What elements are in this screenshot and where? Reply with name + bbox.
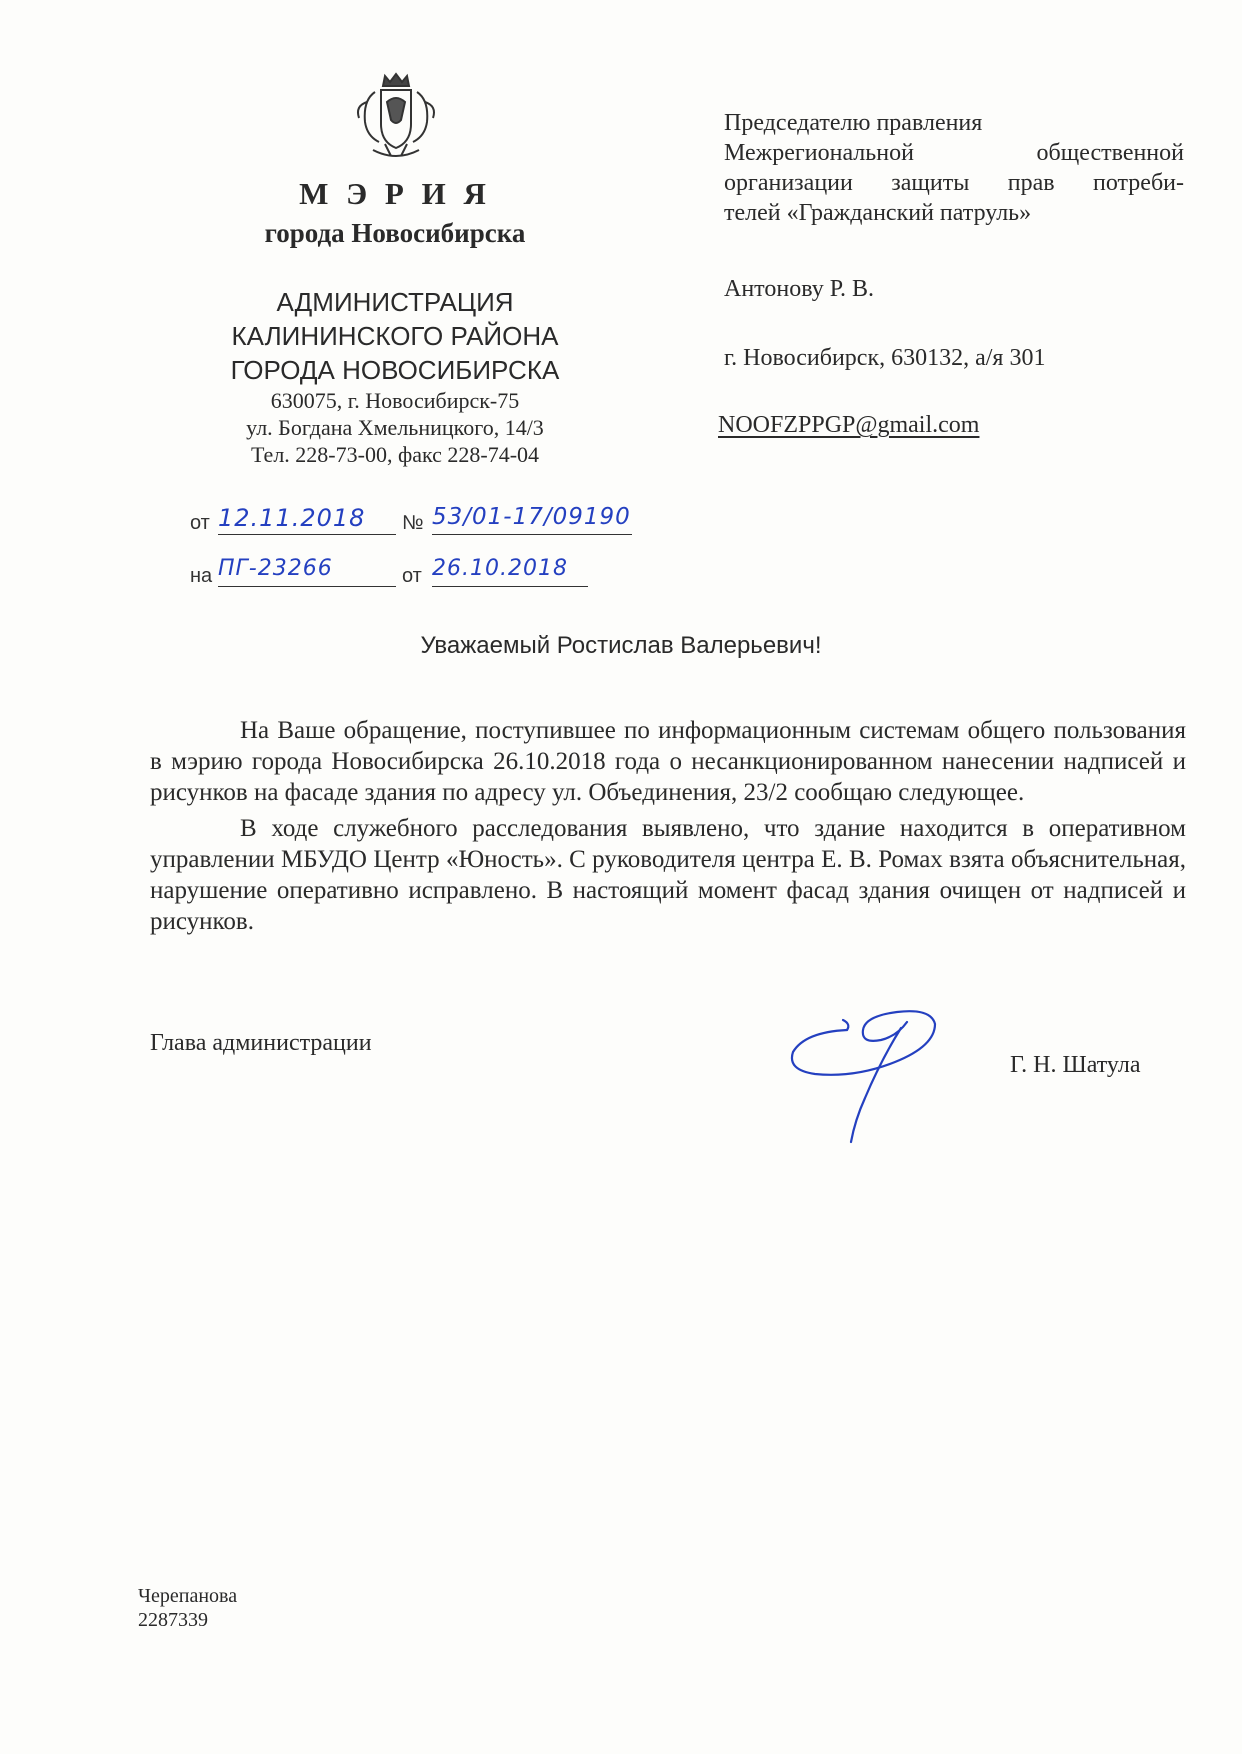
admin-line: КАЛИНИНСКОГО РАЙОНА <box>231 321 559 351</box>
recipient-address: г. Новосибирск, 630132, а/я 301 <box>724 345 1046 371</box>
reply-date-label: от <box>402 565 422 587</box>
number-label: № <box>402 512 424 534</box>
mayor-office-title: М Э Р И Я <box>299 176 491 211</box>
outgoing-date-value: 12.11.2018 <box>218 504 366 532</box>
outgoing-date-field <box>218 504 396 535</box>
district-administration-title <box>170 285 620 387</box>
recipient-line: Межрегиональной общественной <box>724 140 1184 166</box>
recipient-line: телей «Гражданский патруль» <box>724 200 1032 226</box>
signatory-title: Глава администрации <box>150 1030 372 1056</box>
city-title: города Новосибирска <box>264 218 526 248</box>
admin-line: АДМИНИСТРАЦИЯ <box>276 287 514 317</box>
administration-address <box>170 387 620 468</box>
outgoing-number-field <box>432 504 632 535</box>
body-paragraph: В ходе служебного расследования выявлено, что здание находится в оперативном управлении МБУДО Центр «Юность». С руководителя центра Е. В. Ромах взята объяснительная, нарушение оперативно исправлено. В настоящий момент фасад здания очищен от надписей и рисунков. <box>150 815 1186 935</box>
executor-name: Черепанова <box>138 1585 238 1607</box>
recipient-block <box>724 108 1184 228</box>
recipient-line: Председателю правления <box>724 110 983 136</box>
greeting: Уважаемый Ростислав Валерьевич! <box>420 632 822 659</box>
reply-number-field <box>218 556 396 587</box>
letter-body <box>150 715 1186 942</box>
executor-phone: 2287339 <box>138 1609 208 1631</box>
city-coat-of-arms-icon <box>345 72 447 162</box>
recipient-name: Антонову Р. В. <box>724 276 875 302</box>
reply-number-value: ПГ-23266 <box>218 556 333 581</box>
handwritten-signature <box>785 1000 950 1150</box>
reply-label: на <box>190 565 213 587</box>
signatory-name: Г. Н. Шатула <box>1010 1052 1141 1078</box>
address-line: Тел. 228-73-00, факс 228-74-04 <box>250 442 540 467</box>
reply-date-value: 26.10.2018 <box>432 556 568 581</box>
address-line: 630075, г. Новосибирск-75 <box>270 388 520 413</box>
outgoing-number-value: 53/01-17/09190 <box>432 504 631 530</box>
reply-date-field <box>432 556 588 587</box>
recipient-line: организации защиты прав потреби- <box>724 170 1184 196</box>
date-label: от <box>190 512 210 534</box>
recipient-email: NOOFZPPGP@gmail.com <box>718 412 980 438</box>
admin-line: ГОРОДА НОВОСИБИРСКА <box>230 355 560 385</box>
body-paragraph: На Ваше обращение, поступившее по информационным системам общего пользования в мэрию города Новосибирска 26.10.2018 года о несанкционированном нанесении надписей и рисунков на фасаде здания по адресу ул. Объединения, 23/2 сообщаю следующее. <box>150 717 1186 806</box>
address-line: ул. Богдана Хмельницкого, 14/3 <box>246 415 544 440</box>
